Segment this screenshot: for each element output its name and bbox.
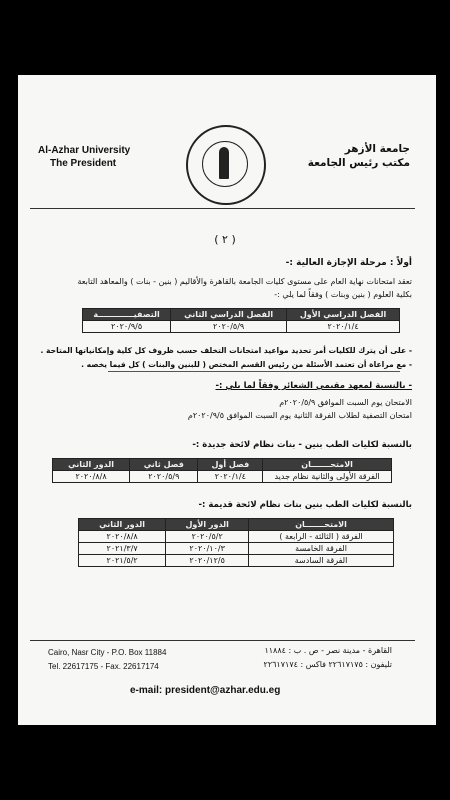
section4-heading: بالنسبة لكليات الطب بنين بنات نظام لائحة قديمة :- [198, 500, 412, 510]
table-row [53, 471, 392, 483]
table-cell: الفرقة الأولى والثانية نظام جديد [263, 471, 392, 483]
footer-phone-ar: تليفون : ٢٢٦١٧١٧٥ فاكس : ٢٢٦١٧١٧٤ [263, 660, 392, 669]
table-cell: ٢٠٢١/٥/٢ [79, 555, 166, 567]
section1-note1: - على أن يترك للكليات أمر تحديد مواعيد امتحانات التخلف حسب ظروف كل كلية وإمكانياتها المتاحة . [40, 346, 412, 355]
table-header-cell: الدور الثاني [53, 459, 130, 471]
section4-table [78, 518, 394, 567]
table-header-row [53, 459, 392, 471]
table-header-row [83, 309, 400, 321]
header-english [38, 144, 130, 170]
table-header-row [79, 519, 394, 531]
table-header-cell: الامتحـــــــان [263, 459, 392, 471]
footer-email: e-mail: president@azhar.edu.eg [130, 685, 281, 696]
table-cell: ٢٠٢٠/٥/٢ [166, 531, 249, 543]
table-cell: ٢٠٢٠/١٢/٥ [166, 555, 249, 567]
table-header-cell: فصل أول [198, 459, 263, 471]
table-cell: ٢٠٢١/٣/٧ [79, 543, 166, 555]
section1-table [82, 308, 400, 333]
table-row [79, 543, 394, 555]
table-cell: ٢٠٢٠/١/٤ [287, 321, 400, 333]
table-cell: ٢٠٢٠/٩/٥ [83, 321, 171, 333]
red-pen-underline [108, 371, 400, 372]
section1-heading: أولاً : مرحلة الإجازة العالية :- [285, 258, 412, 268]
university-name-en: Al-Azhar University [38, 145, 131, 156]
table-cell: ٢٠٢٠/١٠/٣ [166, 543, 249, 555]
table-header-cell: الدور الأول [166, 519, 249, 531]
section2-line1: الامتحان يوم السبت الموافق ٢٠٢٠/٥/٩م [279, 398, 412, 407]
table-cell: الفرقة الخامسة [249, 543, 394, 555]
footer-divider [30, 640, 415, 641]
section3-table [52, 458, 392, 483]
seal-emblem [219, 147, 229, 179]
university-name-ar: جامعة الأزهر [344, 143, 410, 155]
table-header-cell: الامتحـــــــان [249, 519, 394, 531]
section1-note2: - مع مراعاة أن تعتمد الأسئلة من رئيس القسم المختص ( للبنين والبنات ) كل فيما يخصه . [81, 360, 412, 369]
table-row [79, 531, 394, 543]
table-cell: الفرقة السادسة [249, 555, 394, 567]
header-arabic [308, 142, 410, 170]
table-row [83, 321, 400, 333]
table-header-cell: فصل ثاني [130, 459, 198, 471]
university-seal-logo [186, 125, 266, 205]
footer-address-en: Cairo, Nasr City - P.O. Box 11884 [48, 648, 167, 657]
section1-intro-line1: تعقد امتحانات نهاية العام على مستوى كليات الجامعة بالقاهرة والأقاليم ( بنين - بنات ) والمعاهد التابعة [77, 277, 412, 286]
footer-phone-en: Tel. 22617175 - Fax. 22617174 [48, 662, 159, 671]
table-cell: ٢٠٢٠/٨/٨ [53, 471, 130, 483]
header-divider [30, 208, 415, 209]
table-header-cell: الفصل الدراسي الأول [287, 309, 400, 321]
president-office-ar: مكتب رئيس الجامعة [307, 157, 410, 169]
table-cell: ٢٠٢٠/٥/٩ [130, 471, 198, 483]
section2-line2: امتحان التصفية لطلاب الفرقة الثانية يوم السبت الموافق ٢٠٢٠/٩/٥م [187, 411, 412, 420]
table-cell: ٢٠٢٠/٥/٩ [171, 321, 287, 333]
table-cell: ٢٠٢٠/١/٤ [198, 471, 263, 483]
page-number: ( ٢ ) [214, 233, 236, 246]
president-title-en: The President [50, 158, 117, 169]
table-header-cell: الدور الثاني [79, 519, 166, 531]
footer-address-ar: القاهرة - مدينة نصر - ص . ب : ١١٨٨٤ [264, 646, 392, 655]
table-cell: الفرقة ( الثالثة - الرابعة ) [249, 531, 394, 543]
section1-intro-line2: بكلية العلوم ( بنين وبنات ) وفقاً لما يلي :- [274, 290, 412, 299]
section3-heading: بالنسبة لكليات الطب بنين - بنات نظام لائحة جديدة :- [192, 440, 412, 450]
table-row [79, 555, 394, 567]
table-cell: ٢٠٢٠/٨/٨ [79, 531, 166, 543]
table-header-cell: الفصل الدراسي الثاني [171, 309, 287, 321]
section2-heading: - بالنسبة لمعهد مقيمي الشعائر وفقاً لما يلي :- [215, 381, 412, 391]
table-header-cell: التصفيـــــــــــــة [83, 309, 171, 321]
